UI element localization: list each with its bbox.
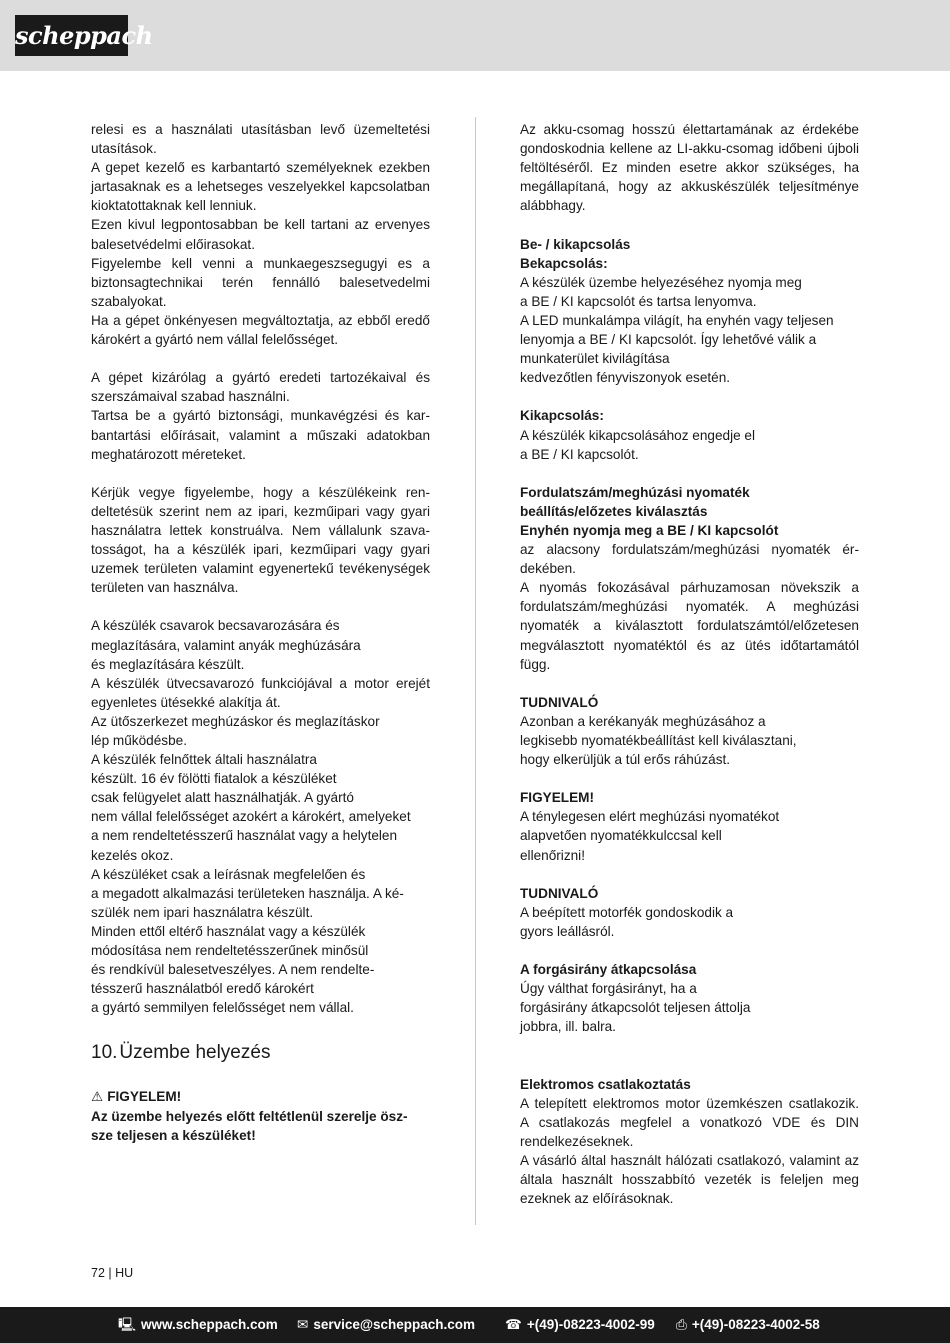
left-column: [91, 120, 430, 1145]
paragraph: Az ütőszerkezet meghúzáskor és meglazításkor lép működésbe.: [91, 713, 380, 748]
subheading: TUDNIVALÓ: [520, 694, 599, 710]
footer-fax[interactable]: [676, 1307, 820, 1343]
subheading: TUDNIVALÓ: [520, 885, 599, 901]
warning-text: Az üzembe helyezés előtt feltétlenül szerelje ösz- sze teljesen a készüléket!: [91, 1108, 408, 1143]
paragraph-gap: [520, 941, 859, 960]
paragraph: A készülék felnőttek általi használatra készült. 16 év fölötti fiatalok a készüléket csak felügyelet alatt használhatják. A gyártó nem vállal felelősséget azokért a károkért, amelyeket a nem rendeltetésszerű használat vagy a helytelen kezelés okoz.: [91, 752, 411, 863]
paragraph-gap: [520, 215, 859, 234]
section-title: Üzembe helyezés: [119, 1042, 271, 1064]
paragraph: A vásárló által használt hálózati csatlakozó, valamint az általa használt hosszabbító vezeték is feleljen meg ezeknek az előírásoknak.: [520, 1153, 859, 1207]
paragraph: Tartsa be a gyártó biztonsági, munkavégzési és karbantartási előírásait, valamint a műszaki adatokban meghatározott méreteket.: [91, 408, 430, 462]
paragraph-gap: [91, 464, 430, 483]
paragraph: Azonban a kerékanyák meghúzásához a legkisebb nyomatékbeállítást kell kiválasztani, hogy elkerüljük a túl erős ráhúzást.: [520, 713, 797, 768]
paragraph: A készülék üzembe helyezéséhez nyomja meg a BE / KI kapcsolót és tartsa lenyomva.: [520, 274, 802, 309]
footer-website[interactable]: [118, 1307, 278, 1343]
paragraph: Figyelembe kell venni a munkaegeszsegugyi es a biztonsagtechnikai terén fennálló balesetvedelmi szabalyokat.: [91, 255, 430, 309]
footer-phone-text: +(49)-08223-4002-99: [526, 1317, 655, 1332]
subheading: Kikapcsolás:: [520, 408, 604, 424]
footer-bar: [0, 1307, 950, 1343]
header-bar: [0, 0, 950, 71]
warning-label-text: FIGYELEM!: [107, 1089, 182, 1105]
paragraph: A beépített motorfék gondoskodik a gyors leállásról.: [520, 904, 734, 939]
subheading: Enyhén nyomja meg a BE / KI kapcsolót: [520, 522, 779, 538]
paragraph-gap: [520, 674, 859, 693]
right-column: [520, 120, 859, 1208]
warning-triangle-icon: ⚠: [91, 1089, 104, 1105]
paragraph: Kérjük vegye figyelembe, hogy a készülékeink rendeltetésük szerint nem az ipari, kezműipari vagy gyari használatra lettek konstruálva. Nem vállalunk szavatosságot, ha a készülék ipari, kezműipari vagy gyari uzemek területen valamint egyenertekű tevékenységek területen van használva.: [91, 484, 430, 596]
mail-icon: ✉: [297, 1317, 309, 1332]
fax-icon: ⎙: [676, 1317, 687, 1332]
paragraph-gap: [520, 464, 859, 483]
paragraph: A készülék kikapcsolásához engedje el a BE / KI kapcsolót.: [520, 427, 756, 462]
scheppach-logo: scheppach: [15, 15, 128, 56]
phone-icon: ☎: [505, 1317, 522, 1332]
subheading: Elektromos csatlakoztatás: [520, 1076, 691, 1092]
paragraph-gap: [520, 769, 859, 788]
subheading: Bekapcsolás:: [520, 255, 608, 271]
paragraph-gap: [91, 597, 430, 616]
paragraph: Minden ettől eltérő használat vagy a készülék módosítása nem rendeltetésszerűnek minősül és rendkívül balesetveszélyes. A nem rendelte- tésszerű használatból eredő károkért a gyártó semmilyen felelősséget nem vállal.: [91, 923, 375, 1016]
footer-email[interactable]: [297, 1307, 475, 1343]
paragraph: Ha a gépet önkényesen megváltoztatja, az ebből eredő károkért a gyártó nem vállal felelősséget.: [91, 312, 430, 348]
paragraph: A LED munkalámpa világít, ha enyhén vagy teljesen lenyomja a BE / KI kapcsolót. Így lehetővé válik a munkaterület kivilágítása kedvezőtlen fényviszonyok esetén.: [520, 312, 834, 386]
paragraph: A gepet kezelő es karbantartó személyeknek ezekben jartasaknak es a lehetseges veszelyekkel kapcsolatban kioktatottaknak kell lenniuk.: [91, 160, 430, 214]
paragraph-gap: [91, 349, 430, 368]
paragraph: A nyomás fokozásával párhuzamosan növekszik a fordulatszám/meghúzási nyomaték. A meghúzási nyomaték a kiválasztott fordulatszámtól/előzetesen megválasztott nyomatéktól és az ütés időtartamától függ.: [520, 580, 859, 672]
paragraph-gap: [520, 1056, 859, 1075]
warning-label: [91, 1087, 430, 1106]
footer-website-text: www.scheppach.com: [141, 1317, 278, 1332]
paragraph: Az akku-csomag hosszú élettartamának az érdekébe gondoskodnia kellene az LI-akku-csomag időbeni újboli feltöltéséről. Ez minden esetre akkor szükséges, ha megállapítaná, hogy az akkuskészülék teljesítménye alábbhagy.: [520, 122, 859, 214]
paragraph-gap: [520, 865, 859, 884]
footer-fax-text: +(49)-08223-4002-58: [691, 1317, 820, 1332]
paragraph: A készülék ütvecsavarozó funkciójával a motor erejét egyenletes ütésekké alakítja át.: [91, 675, 430, 710]
paragraph-gap: [520, 1037, 859, 1056]
paragraph: Ezen kivul legpontosabban be kell tartani az ervenyes balesetvédelmi előirasokat.: [91, 217, 430, 252]
subheading: Fordulatszám/meghúzási nyomaték beállítás/előzetes kiválasztás: [520, 484, 750, 519]
page-number: 72 | HU: [91, 1266, 134, 1280]
footer-phone[interactable]: [505, 1307, 655, 1343]
subheading: Be- / kikapcsolás: [520, 236, 631, 252]
subheading: FIGYELEM!: [520, 790, 595, 806]
section-heading: [91, 1041, 430, 1065]
subheading: A forgásirány átkapcsolása: [520, 962, 697, 978]
column-divider: [475, 117, 476, 1225]
paragraph: A készüléket csak a leírásnak megfelelően és a megadott alkalmazási területeken használja. A ké- szülék nem ipari használatra készült.: [91, 866, 404, 920]
paragraph: A gépet kizárólag a gyártó eredeti tartozékaival és szerszámaival szabad használni.: [91, 370, 430, 405]
footer-email-text: service@scheppach.com: [313, 1317, 476, 1332]
section-number: 10.: [91, 1042, 118, 1064]
paragraph: relesi es a használati utasításban levő üzemeltetési utasítások.: [91, 122, 430, 157]
paragraph: Úgy válthat forgásirányt, ha a forgásirány átkapcsolót teljesen áttolja jobbra, ill. balra.: [520, 981, 751, 1035]
paragraph: az alacsony fordulatszám/meghúzási nyomaték érdekében.: [520, 542, 859, 577]
paragraph: A ténylegesen elért meghúzási nyomatékot alapvetően nyomatékkulccsal kell ellenőrizni!: [520, 809, 780, 863]
paragraph-gap: [520, 387, 859, 406]
paragraph: A készülék csavarok becsavarozására és meglazítására, valamint anyák meghúzására és meglazítására készült.: [91, 618, 361, 672]
computer-icon: 🖳: [118, 1317, 137, 1332]
paragraph: A telepített elektromos motor üzemkészen csatlakozik. A csatlakozás megfelel a vonatkozó VDE és DIN rendelkezéseknek.: [520, 1095, 859, 1149]
